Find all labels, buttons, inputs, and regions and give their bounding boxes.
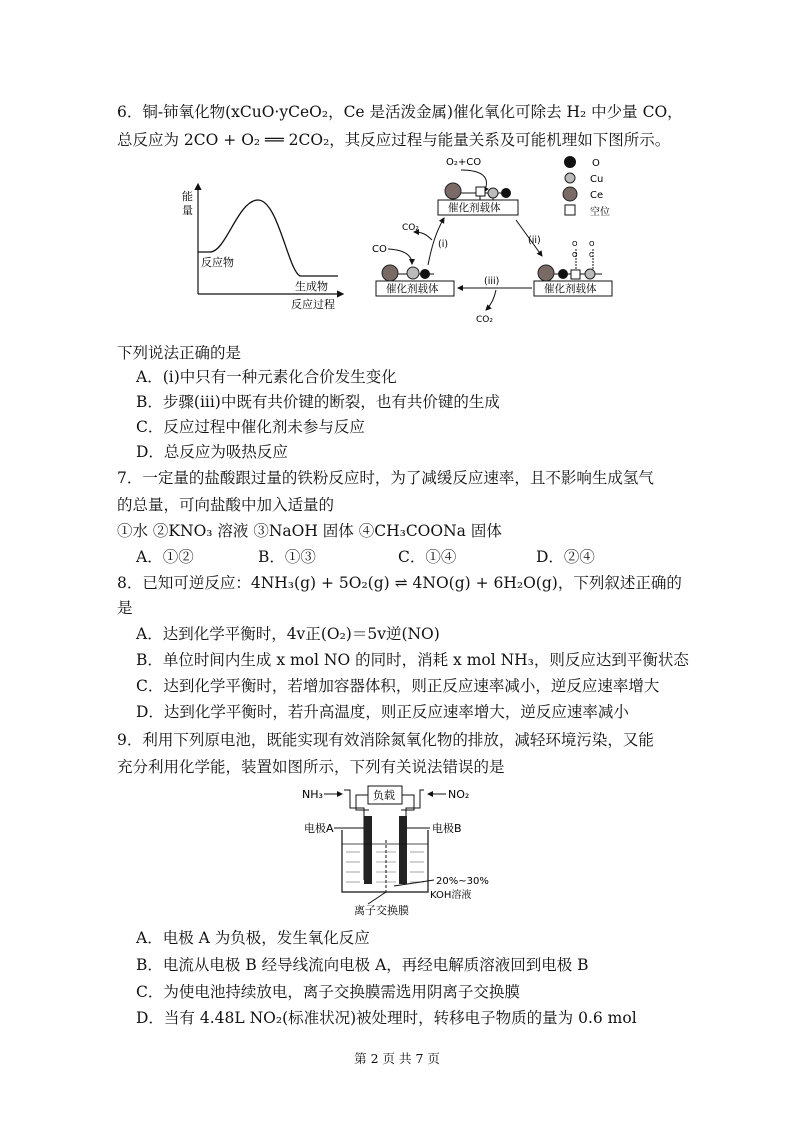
ce-atom-icon [445,183,461,199]
box-top: 催化剂载体 [448,202,501,214]
mech-atom-o-1: O [572,240,578,248]
cu-atom-icon [407,267,419,279]
o-atom-icon [420,269,430,279]
cell-load: 负载 [373,789,395,802]
o-atom-icon [558,269,568,279]
battery-diagram [298,780,498,920]
mechanism-diagram [366,150,656,328]
step-i-label: (i) [438,239,449,250]
q6-option-b: B．步骤(iii)中既有共价键的断裂，也有共价键的生成 [136,393,500,411]
q9-option-b: B．电流从电极 B 经导线流向电极 A，再经电解质溶液回到电极 B [136,956,589,974]
legend-vacancy: 空位 [590,207,610,218]
legend-o-icon [564,156,576,168]
q7-stem-line1: 7．一定量的盐酸跟过量的铁粉反应时，为了减缓反应速率，且不影响生成氢气 [117,469,654,487]
legend-ce-icon [563,187,577,201]
q6-stem-line1: 6．铜-铈氧化物(xCuO·yCeO₂，Ce 是活泼金属)催化氧化可除去 H₂ 中少量 CO， [117,103,683,121]
mech-atom-o-2: O [572,251,578,259]
legend-cu: Cu [590,174,604,185]
q7-option-c: C．①④ [398,548,457,566]
mech-left-input: CO [372,244,387,255]
box-left: 催化剂载体 [386,283,439,295]
energy-diagram [178,180,348,315]
q7-choices: ①水 ②KNO₃ 溶液 ③NaOH 固体 ④CH₃COONa 固体 [117,522,502,540]
q6-option-c: C．反应过程中催化剂未参与反应 [136,418,365,436]
q9-option-c: C．为使电池持续放电，离子交换膜需选用阴离子交换膜 [136,983,520,1001]
legend-vacancy-icon [565,205,575,215]
q9-option-d: D．当有 4.48L NO₂(标准状况)被处理时，转移电子物质的量为 0.6 mol [136,1009,637,1027]
q8-stem-line2: 是 [117,599,133,617]
legend-cu-icon [565,173,575,183]
step-iii-label: (iii) [484,276,500,287]
cu-atom-icon [585,269,595,279]
cell-nh3: NH₃ [302,788,323,801]
cell-membrane: 离子交换膜 [354,904,409,917]
cell-no2: NO₂ [448,788,470,801]
mech-top-input: O₂+CO [446,157,482,168]
q7-option-a: A．①② [136,548,194,566]
cu-atom-icon [488,188,498,198]
cell-electrode-b: 电极B [432,822,462,835]
q8-stem-line1: 8．已知可逆反应：4NH₃(g) + 5O₂(g) ⇌ 4NO(g) + 6H₂O(g)，下列叙述正确的 [117,574,682,592]
q8-option-a: A．达到化学平衡时，4v正(O₂)＝5v逆(NO) [136,625,440,643]
q6-stem: 下列说法正确的是 [117,344,242,362]
ce-atom-icon [382,265,398,281]
cell-koh: KOH溶液 [430,890,472,901]
q9-stem-line1: 9．利用下列原电池，既能实现有效消除氮氧化物的排放，减轻环境污染，又能 [117,731,654,749]
energy-ylabel-2: 量 [182,204,193,217]
q7-option-b: B．①③ [258,548,316,566]
cell-electrode-a: 电极A [304,822,334,835]
legend-o: O [592,158,600,169]
legend-ce: Ce [590,190,604,201]
energy-reactant-label: 反应物 [201,256,234,269]
q7-stem-line2: 的总量，可向盐酸中加入适量的 [117,496,335,514]
q9-option-a: A．电极 A 为负极，发生氧化反应 [136,929,370,947]
mech-atom-o-3: O [589,240,595,248]
q8-option-d: D．达到化学平衡时，若升高温度，则正反应速率增大，逆反应速率减小 [136,703,629,721]
box-right: 催化剂载体 [544,283,597,295]
energy-product-label: 生成物 [295,280,328,293]
q9-stem-line2: 充分利用化学能，装置如图所示，下列有关说法错误的是 [117,758,505,776]
page-footer: 第 2 页 共 7 页 [354,1051,440,1066]
mech-atom-c: C [589,251,594,259]
energy-ylabel-1: 能 [182,190,193,203]
q6-option-a: A．(i)中只有一种元素化合价发生变化 [136,368,397,386]
q8-option-b: B．单位时间内生成 x mol NO 的同时，消耗 x mol NH₃，则反应达到平衡状态 [136,651,689,669]
q6-stem-line2: 总反应为 2CO + O₂ ══ 2CO₂，其反应过程与能量关系及可能机理如下图所示。 [117,131,671,149]
q8-option-c: C．达到化学平衡时，若增加容器体积，则正反应速率减小，逆反应速率增大 [136,677,660,695]
cell-conc: 20%~30% [436,876,489,887]
co2-output-1: CO₂ [402,223,419,233]
q6-option-d: D．总反应为吸热反应 [136,443,288,461]
ce-atom-icon [538,265,554,281]
step-ii-label: (ii) [528,235,541,246]
energy-xlabel: 反应过程 [291,298,335,311]
o-atom-icon [501,188,511,198]
q7-option-d: D．②④ [536,548,595,566]
co2-output-2: CO₂ [476,315,493,325]
